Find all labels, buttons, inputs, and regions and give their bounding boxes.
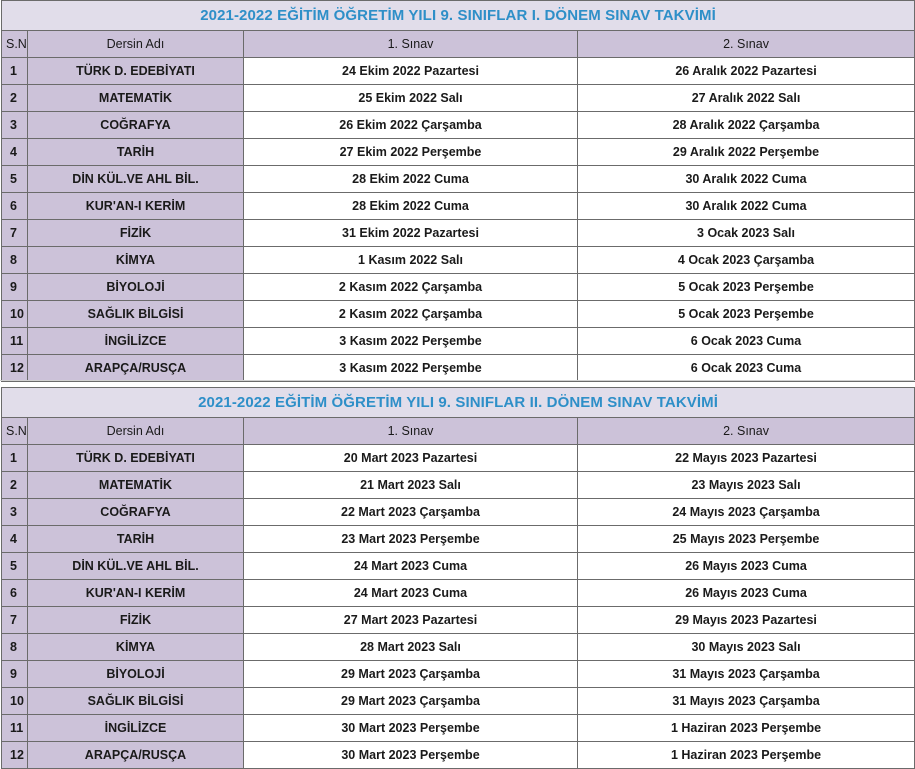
row-number: 2 [2, 85, 28, 112]
exam1-date: 25 Ekim 2022 Salı [244, 85, 578, 112]
row-number: 8 [2, 247, 28, 274]
row-number: 8 [2, 634, 28, 661]
table-row [2, 553, 915, 580]
row-number: 5 [2, 166, 28, 193]
lesson-name: SAĞLIK BİLGİSİ [28, 688, 244, 715]
exam1-date: 3 Kasım 2022 Perşembe [244, 355, 578, 382]
exam2-date: 6 Ocak 2023 Cuma [578, 328, 915, 355]
lesson-name: İNGİLİZCE [28, 715, 244, 742]
table-row [2, 526, 915, 553]
semester-1-schedule [1, 0, 914, 382]
exam2-date: 29 Mayıs 2023 Pazartesi [578, 607, 915, 634]
exam2-date: 28 Aralık 2022 Çarşamba [578, 112, 915, 139]
header-sn: S.N [2, 31, 28, 58]
exam1-date: 30 Mart 2023 Perşembe [244, 715, 578, 742]
row-number: 5 [2, 553, 28, 580]
exam1-date: 26 Ekim 2022 Çarşamba [244, 112, 578, 139]
semester-2-body [2, 388, 915, 769]
exam2-date: 27 Aralık 2022 Salı [578, 85, 915, 112]
semester-1-title: 2021-2022 EĞİTİM ÖĞRETİM YILI 9. SINIFLAR I. DÖNEM SINAV TAKVİMİ [2, 1, 915, 31]
row-number: 2 [2, 472, 28, 499]
row-number: 7 [2, 607, 28, 634]
table-row [2, 607, 915, 634]
table-row [2, 274, 915, 301]
exam2-date: 24 Mayıs 2023 Çarşamba [578, 499, 915, 526]
exam1-date: 30 Mart 2023 Perşembe [244, 742, 578, 769]
row-number: 6 [2, 580, 28, 607]
exam1-date: 29 Mart 2023 Çarşamba [244, 688, 578, 715]
table-row [2, 445, 915, 472]
table-row [2, 112, 915, 139]
exam1-date: 28 Mart 2023 Salı [244, 634, 578, 661]
header-exam1: 1. Sınav [244, 418, 578, 445]
table-row [2, 58, 915, 85]
exam2-date: 26 Aralık 2022 Pazartesi [578, 58, 915, 85]
exam1-date: 28 Ekim 2022 Cuma [244, 166, 578, 193]
exam1-date: 2 Kasım 2022 Çarşamba [244, 301, 578, 328]
lesson-name: İNGİLİZCE [28, 328, 244, 355]
lesson-name: COĞRAFYA [28, 112, 244, 139]
exam1-date: 29 Mart 2023 Çarşamba [244, 661, 578, 688]
exam2-date: 31 Mayıs 2023 Çarşamba [578, 688, 915, 715]
header-exam1: 1. Sınav [244, 31, 578, 58]
exam2-date: 30 Aralık 2022 Cuma [578, 193, 915, 220]
table-row [2, 355, 915, 382]
header-exam2: 2. Sınav [578, 418, 915, 445]
exam1-date: 27 Ekim 2022 Perşembe [244, 139, 578, 166]
exam1-date: 24 Mart 2023 Cuma [244, 580, 578, 607]
exam1-date: 22 Mart 2023 Çarşamba [244, 499, 578, 526]
exam1-date: 21 Mart 2023 Salı [244, 472, 578, 499]
exam2-date: 3 Ocak 2023 Salı [578, 220, 915, 247]
lesson-name: TÜRK D. EDEBİYATI [28, 445, 244, 472]
lesson-name: TARİH [28, 139, 244, 166]
lesson-name: MATEMATİK [28, 85, 244, 112]
lesson-name: BİYOLOJİ [28, 661, 244, 688]
exam2-date: 23 Mayıs 2023 Salı [578, 472, 915, 499]
lesson-name: ARAPÇA/RUSÇA [28, 742, 244, 769]
table-row [2, 634, 915, 661]
exam2-date: 26 Mayıs 2023 Cuma [578, 553, 915, 580]
table-row [2, 166, 915, 193]
table-row [2, 220, 915, 247]
row-number: 11 [2, 715, 28, 742]
exam2-date: 30 Mayıs 2023 Salı [578, 634, 915, 661]
table-row [2, 715, 915, 742]
table-row [2, 688, 915, 715]
exam1-date: 28 Ekim 2022 Cuma [244, 193, 578, 220]
exam2-date: 22 Mayıs 2023 Pazartesi [578, 445, 915, 472]
exam1-date: 3 Kasım 2022 Perşembe [244, 328, 578, 355]
header-lesson: Dersin Adı [28, 31, 244, 58]
exam2-date: 31 Mayıs 2023 Çarşamba [578, 661, 915, 688]
row-number: 4 [2, 139, 28, 166]
row-number: 1 [2, 445, 28, 472]
exam2-date: 5 Ocak 2023 Perşembe [578, 301, 915, 328]
exam1-date: 23 Mart 2023 Perşembe [244, 526, 578, 553]
table-row [2, 580, 915, 607]
header-sn: S.N [2, 418, 28, 445]
table-row [2, 193, 915, 220]
row-number: 1 [2, 58, 28, 85]
exam1-date: 24 Ekim 2022 Pazartesi [244, 58, 578, 85]
lesson-name: FİZİK [28, 220, 244, 247]
exam2-date: 25 Mayıs 2023 Perşembe [578, 526, 915, 553]
row-number: 3 [2, 112, 28, 139]
exam2-date: 6 Ocak 2023 Cuma [578, 355, 915, 382]
row-number: 9 [2, 274, 28, 301]
table-row [2, 661, 915, 688]
exam1-date: 27 Mart 2023 Pazartesi [244, 607, 578, 634]
row-number: 11 [2, 328, 28, 355]
semester-1-body [2, 1, 915, 382]
lesson-name: FİZİK [28, 607, 244, 634]
semester-2-schedule [1, 387, 914, 769]
semester-1-header-row [2, 31, 915, 58]
table-row [2, 328, 915, 355]
lesson-name: SAĞLIK BİLGİSİ [28, 301, 244, 328]
exam1-date: 24 Mart 2023 Cuma [244, 553, 578, 580]
exam1-date: 20 Mart 2023 Pazartesi [244, 445, 578, 472]
table-row [2, 742, 915, 769]
lesson-name: KİMYA [28, 247, 244, 274]
row-number: 9 [2, 661, 28, 688]
lesson-name: KUR'AN-I KERİM [28, 580, 244, 607]
exam1-date: 31 Ekim 2022 Pazartesi [244, 220, 578, 247]
row-number: 12 [2, 742, 28, 769]
lesson-name: ARAPÇA/RUSÇA [28, 355, 244, 382]
table-row [2, 85, 915, 112]
header-lesson: Dersin Adı [28, 418, 244, 445]
semester-2-header-row [2, 418, 915, 445]
row-number: 3 [2, 499, 28, 526]
exam2-date: 29 Aralık 2022 Perşembe [578, 139, 915, 166]
row-number: 12 [2, 355, 28, 382]
block-separator [0, 380, 915, 381]
lesson-name: TARİH [28, 526, 244, 553]
semester-2-title: 2021-2022 EĞİTİM ÖĞRETİM YILI 9. SINIFLAR II. DÖNEM SINAV TAKVİMİ [2, 388, 915, 418]
exam1-date: 1 Kasım 2022 Salı [244, 247, 578, 274]
lesson-name: TÜRK D. EDEBİYATI [28, 58, 244, 85]
table-row [2, 472, 915, 499]
lesson-name: KUR'AN-I KERİM [28, 193, 244, 220]
lesson-name: COĞRAFYA [28, 499, 244, 526]
table-row [2, 499, 915, 526]
lesson-name: KİMYA [28, 634, 244, 661]
table-row [2, 139, 915, 166]
lesson-name: MATEMATİK [28, 472, 244, 499]
table-row [2, 247, 915, 274]
exam2-date: 5 Ocak 2023 Perşembe [578, 274, 915, 301]
table-row [2, 301, 915, 328]
header-exam2: 2. Sınav [578, 31, 915, 58]
row-number: 10 [2, 688, 28, 715]
lesson-name: BİYOLOJİ [28, 274, 244, 301]
semester-1-table [1, 0, 915, 382]
row-number: 4 [2, 526, 28, 553]
row-number: 6 [2, 193, 28, 220]
exam1-date: 2 Kasım 2022 Çarşamba [244, 274, 578, 301]
row-number: 10 [2, 301, 28, 328]
row-number: 7 [2, 220, 28, 247]
lesson-name: DİN KÜL.VE AHL BİL. [28, 553, 244, 580]
exam2-date: 4 Ocak 2023 Çarşamba [578, 247, 915, 274]
exam2-date: 1 Haziran 2023 Perşembe [578, 742, 915, 769]
exam2-date: 26 Mayıs 2023 Cuma [578, 580, 915, 607]
semester-2-table [1, 387, 915, 769]
exam2-date: 1 Haziran 2023 Perşembe [578, 715, 915, 742]
lesson-name: DİN KÜL.VE AHL BİL. [28, 166, 244, 193]
exam2-date: 30 Aralık 2022 Cuma [578, 166, 915, 193]
